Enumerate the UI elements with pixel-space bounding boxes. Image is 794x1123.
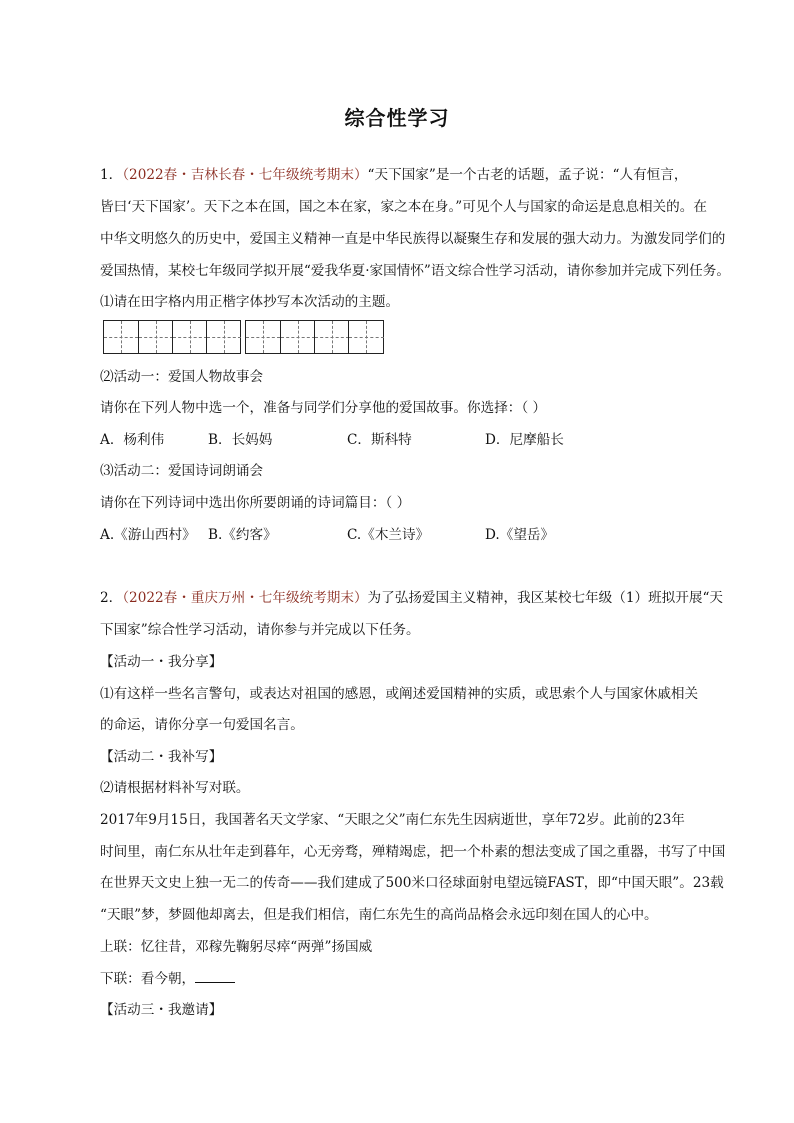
- q1-line1-text: “天下国家”是一个古老的话题，孟子说：“人有恒言，: [367, 167, 688, 183]
- couplet-lower: [100, 968, 720, 989]
- q2-act1-question-line2: 的命运，请你分享一句爱国名言。: [100, 717, 304, 733]
- page-title: 综合性学习: [344, 106, 450, 130]
- q2-material-line3: 在世界天文史上独一无二的传奇——我们建成了500米口径球面射电望远镜FAST，即“中国天眼”。23载: [100, 875, 724, 891]
- q1-sub2-option-d[interactable]: D．尼摩船长: [485, 432, 564, 448]
- q2-activity2-heading: 【活动二・我补写】: [100, 749, 223, 765]
- q1-source: （2022春・吉林长春・七年级统考期末）: [122, 167, 368, 183]
- q1-sub3-option-c[interactable]: C.《木兰诗》: [347, 527, 430, 543]
- q1-line3: 中华文明悠久的历史中，爱国主义精神一直是中华民族得以凝聚生存和发展的强大动力。为激发同学们的: [100, 231, 726, 247]
- q1-line4: 爱国热情，某校七年级同学拟开展“爱我华夏·家国情怀”语文综合性学习活动，请你参加并完成下列任务。: [100, 263, 730, 279]
- tianzige-grid-left[interactable]: [103, 320, 241, 354]
- answer-blank[interactable]: [195, 968, 235, 983]
- tianzige-cell[interactable]: [246, 321, 280, 353]
- tianzige-cell[interactable]: [314, 321, 349, 353]
- tianzige-cell[interactable]: [206, 321, 241, 353]
- tianzige-cell[interactable]: [172, 321, 207, 353]
- q2-number: 2．: [100, 590, 123, 606]
- q2-material-line4: “天眼”梦，梦圆他却离去，但是我们相信，南仁东先生的高尚品格会永远印刻在国人的心中。: [100, 907, 658, 923]
- q2-material-line2: 时间里，南仁东从壮年走到暮年，心无旁骛，殚精竭虑，把一个朴素的想法变成了国之重器，书写了中国: [100, 844, 726, 860]
- q1-sub3-option-a[interactable]: A.《游山西村》: [100, 527, 196, 543]
- q1-number: 1．: [100, 167, 123, 183]
- q2-material-line1: 2017年9月15日，我国著名天文学家、“天眼之父”南仁东先生因病逝世，享年72岁。此前的23年: [100, 812, 685, 828]
- q1-sub3-option-b[interactable]: B.《约客》: [208, 527, 277, 543]
- tianzige-grid-right[interactable]: [245, 320, 384, 354]
- tianzige-cell[interactable]: [280, 321, 315, 353]
- q1-sub2-option-c[interactable]: C．斯科特: [347, 432, 412, 448]
- tianzige-cell[interactable]: [104, 321, 138, 353]
- q2-line1: [100, 588, 723, 608]
- q1-sub3-title: ⑶活动二：爱国诗词朗诵会: [100, 463, 264, 479]
- q2-act1-question-line1: ⑴有这样一些名言警句，或表达对祖国的感恩，或阐述爱国精神的实质，或思索个人与国家休戚相关: [100, 686, 699, 702]
- q2-act2-question: ⑵请根据材料补写对联。: [100, 780, 250, 796]
- q1-sub3-prompt: 请你在下列诗词中选出你所要朗诵的诗词篇目：（ ）: [100, 495, 411, 511]
- q2-line2: 下国家”综合性学习活动，请你参与并完成以下任务。: [100, 622, 420, 638]
- couplet-lower-text: 下联：看今朝，: [100, 971, 196, 987]
- q1-sub2-option-b[interactable]: B．长妈妈: [208, 432, 273, 448]
- q1-sub1: ⑴请在田字格内用正楷字体抄写本次活动的主题。: [100, 294, 400, 310]
- q1-sub2-title: ⑵活动一：爱国人物故事会: [100, 369, 264, 385]
- tianzige-cell[interactable]: [138, 321, 173, 353]
- q1-sub2-option-a[interactable]: A．杨利伟: [100, 432, 165, 448]
- q2-source: （2022春・重庆万州・七年级统考期末）: [122, 590, 368, 606]
- q1-line2: 皆曰‘天下国家’。天下之本在国，国之本在家，家之本在身。”可见个人与国家的命运是息息相关的。在: [100, 199, 707, 215]
- q1-sub2-prompt: 请你在下列人物中选一个，准备与同学们分享他的爱国故事。你选择：（ ）: [100, 400, 547, 416]
- couplet-upper: 上联：忆往昔，邓稼先鞠躬尽瘁“两弹”扬国威: [100, 939, 373, 955]
- q2-line1-text: 为了弘扬爱国主义精神，我区某校七年级（1）班拟开展“天: [367, 590, 723, 606]
- q1-sub3-option-d[interactable]: D.《望岳》: [485, 527, 555, 543]
- q2-activity1-heading: 【活动一・我分享】: [100, 654, 223, 670]
- q2-activity3-heading: 【活动三・我邀请】: [100, 1002, 223, 1018]
- tianzige-cell[interactable]: [348, 321, 384, 353]
- q1-line1: [100, 165, 720, 185]
